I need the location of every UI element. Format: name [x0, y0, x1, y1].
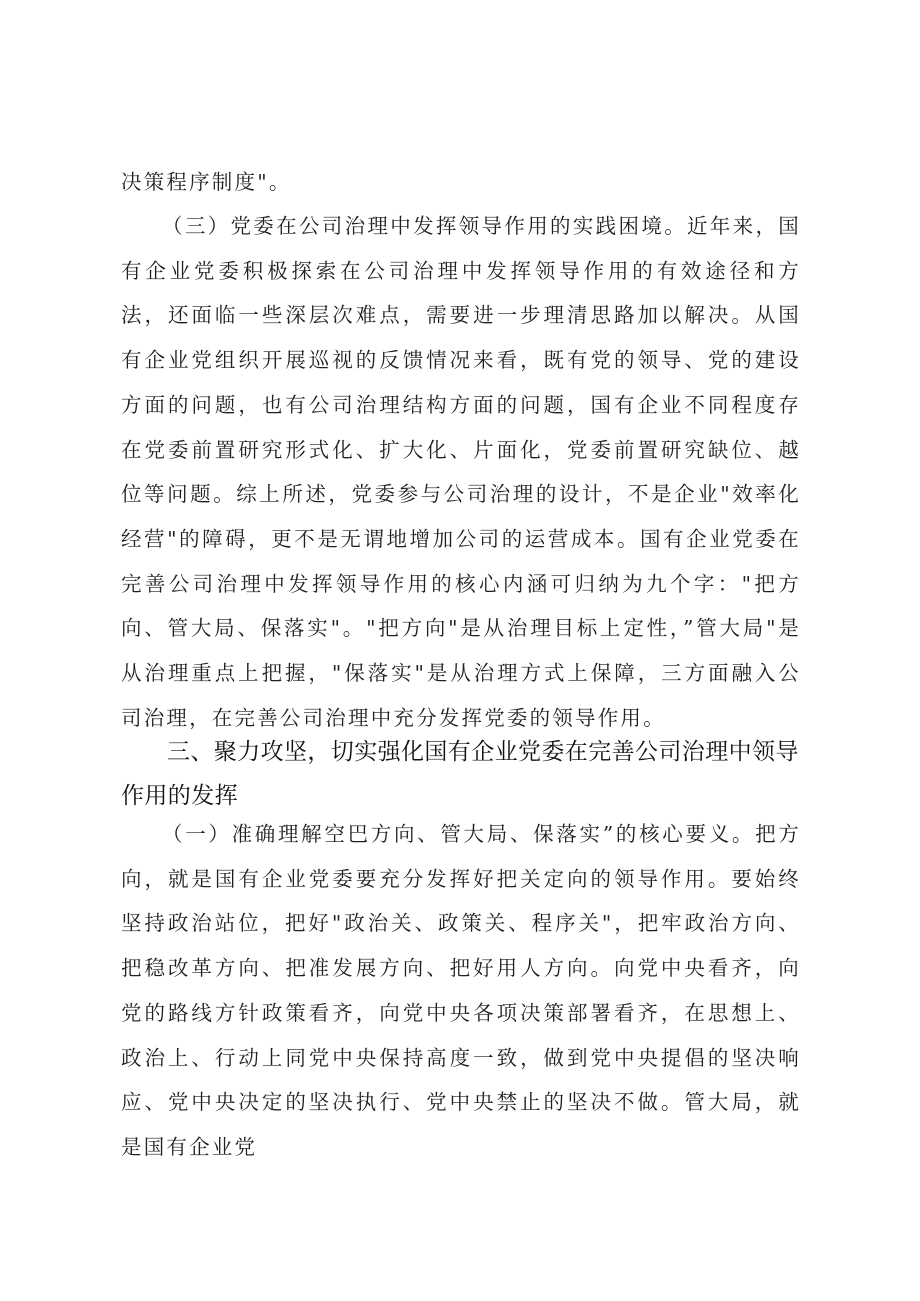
- paragraph-one: （一）准确理解空巴方向、管大局、保落实”的核心要义。把方向，就是国有企业党委要充分发挥好把关定向的领导作用。要始终坚持政治站位，把好"政治关、政策关、程序关"，把牢政治方向、把稳改革方向、把准发展方向、把好用人方向。向党中央看齐，向党的路线方针政策看齐，向党中央各项决策部署看齐，在思想上、政治上、行动上同党中央保持高度一致，做到党中央提倡的坚决响应、党中央决定的坚决执行、党中央禁止的坚决不做。管大局，就是国有企业党: [121, 822, 801, 1159]
- continuation-line: 决策程序制度"。: [121, 170, 292, 194]
- paragraph-three: （三）党委在公司治理中发挥领导作用的实践困境。近年来，国有企业党委积极探索在公司治理中发挥领导作用的有效途径和方法，还面临一些深层次难点，需要进一步理清思路加以解决。从国有企业党组织开展巡视的反馈情况来看，既有党的领导、党的建设方面的问题，也有公司治理结构方面的问题，国有企业不同程度存在党委前置研究形式化、扩大化、片面化，党委前置研究缺位、越位等问题。综上所述，党委参与公司治理的设计，不是企业"效率化经营"的障碍，更不是无谓地增加公司的运营成本。国有企业党委在完善公司治理中发挥领导作用的核心内涵可归纳为九个字："把方向、管大局、保落实"。"把方向"是从治理目标上定性，”管大局"是从治理重点上把握，"保落实"是从治理方式上保障，三方面融入公司治理，在完善公司治理中充分发挥党委的领导作用。: [121, 214, 801, 730]
- section-heading: 三、聚力攻坚，切实强化国有企业党委在完善公司治理中领导作用的发挥: [121, 739, 799, 809]
